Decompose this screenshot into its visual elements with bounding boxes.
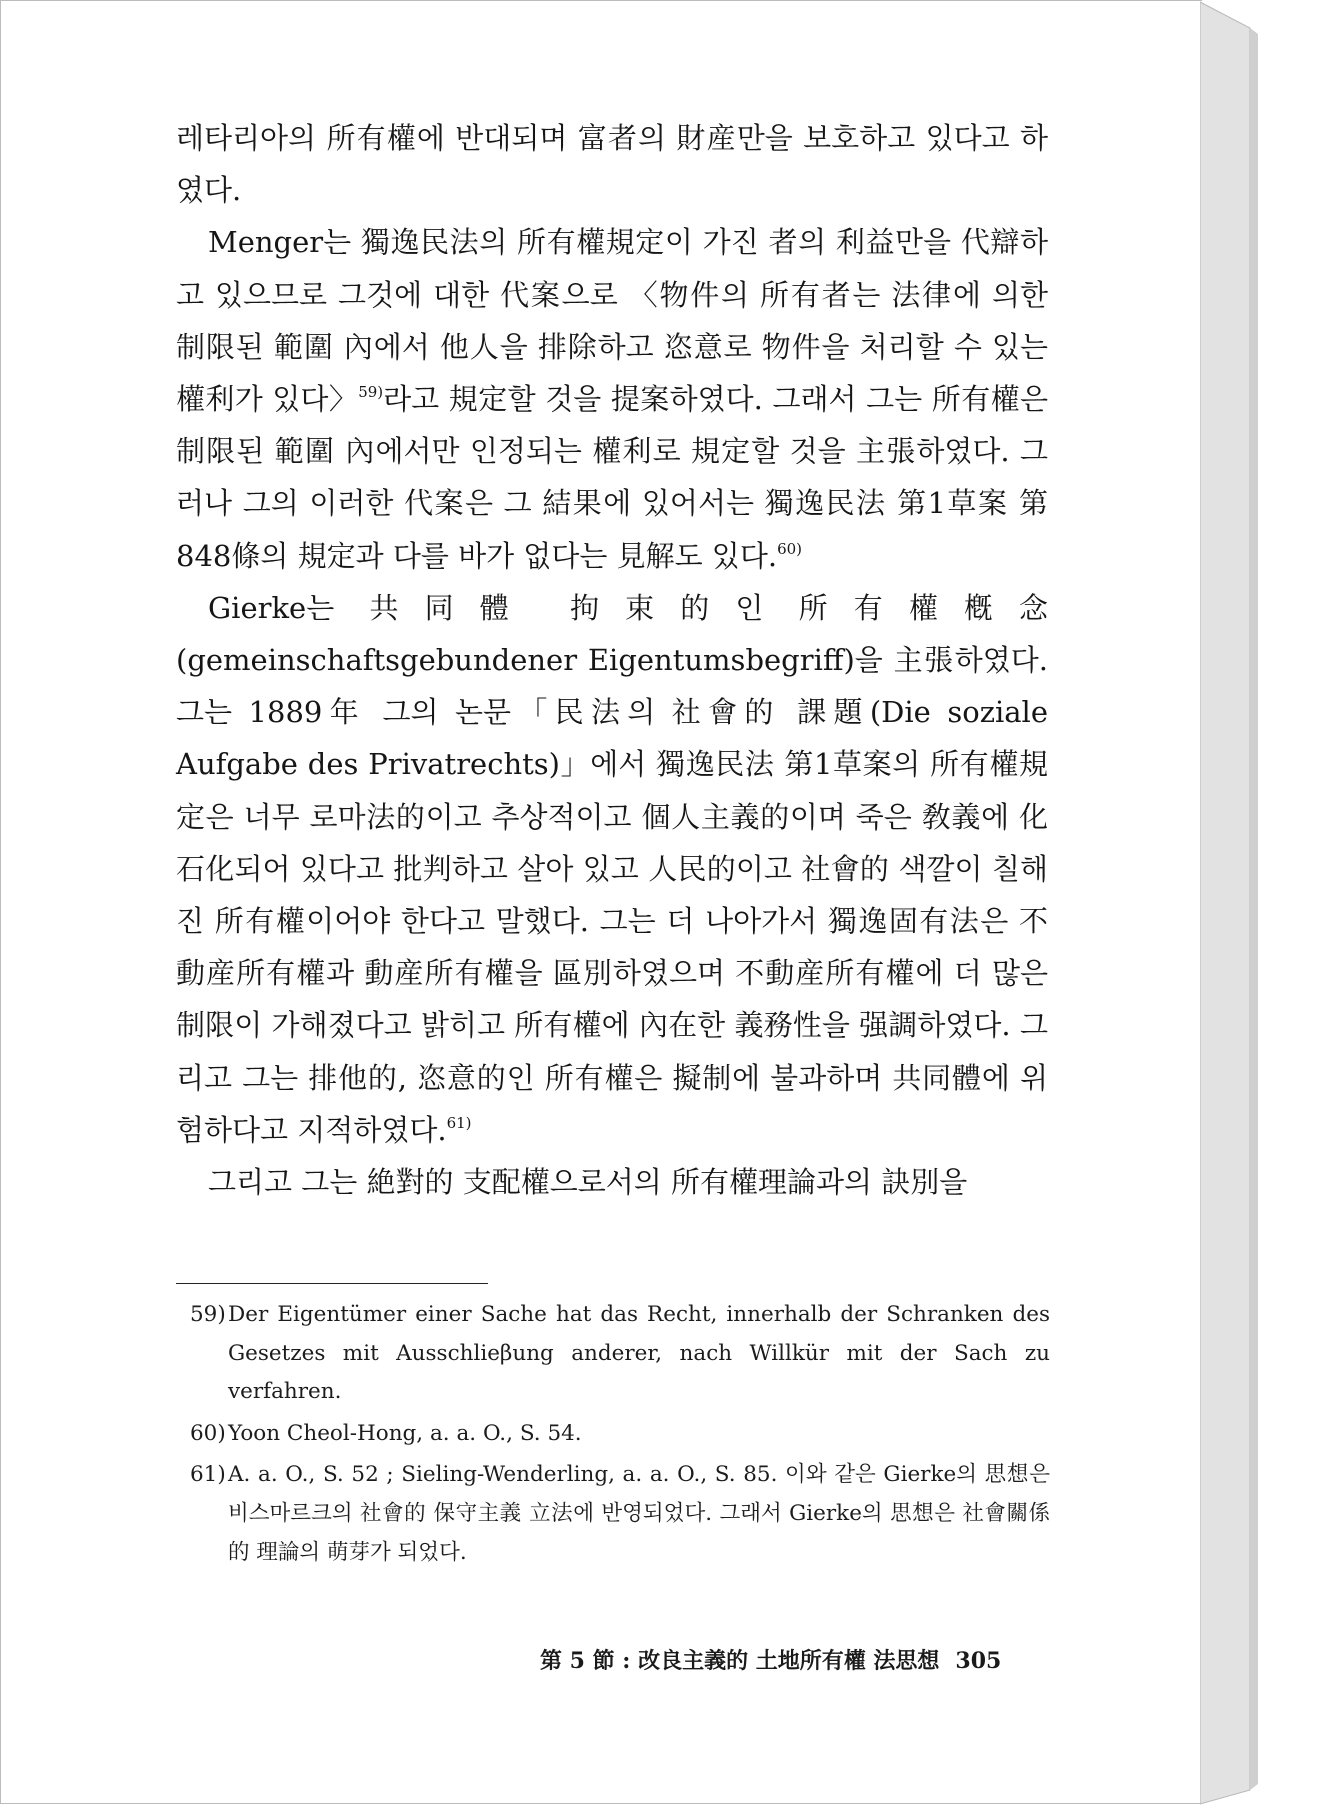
paragraph-menger — [176, 216, 1048, 581]
running-footer — [540, 1644, 1060, 1675]
footnote-text: Der Eigentümer einer Sache hat das Recht, innerhalb der Schranken des Gesetzes mit Ausschlieβung anderer, nach Willkür mit der Sach zu verfahren. — [228, 1302, 1050, 1405]
footnote-ref-61[interactable]: 61) — [446, 1113, 472, 1132]
paragraph-text: Menger는 獨逸民法의 所有權規定이 가진 者의 利益만을 代辯하고 있으므로 그것에 대한 代案으로 〈物件의 所有者는 法律에 의한 制限된 範圍 內에서 他人을 排除하고 恣意로 物件을 처리할 수 있는 權利가 있다〉 — [176, 225, 1048, 417]
footnote-text: Yoon Cheol-Hong, a. a. O., S. 54. — [228, 1420, 582, 1446]
paragraph-text: 라고 規定할 것을 提案하였다. 그래서 그는 所有權은 制限된 範圍 內에서만 인정되는 權利로 規定할 것을 主張하였다. 그러나 그의 이러한 代案은 그 結果에 있어서는 獨逸民法 第1草案 第848條의 規定과 다를 바가 없다는 見解도 있다. — [176, 382, 1048, 573]
footnote-text: A. a. O., S. 52 ; Sieling-Wenderling, a. a. O., S. 85. 이와 같은 Gierke의 思想은 비스마르크의 社會的 保守主義 立法에 반영되었다. 그래서 Gierke의 思想은 社會關係的 理論의 萌芽가 되었다. — [228, 1462, 1050, 1565]
book-spine-edge — [1200, 0, 1322, 1806]
footnote-ref-60[interactable]: 60) — [777, 539, 803, 558]
footnote-60 — [190, 1415, 1050, 1454]
page-number: 305 — [955, 1648, 1002, 1674]
footnote-divider — [176, 1283, 488, 1284]
paragraph: 레타리아의 所有權에 반대되며 富者의 財産만을 보호하고 있다고 하였다. — [176, 121, 1048, 208]
paragraph-text: Gierke는 共同體 拘束的인 所有權槪念(gemeinschaftsgebundener Eigentumsbegriff)을 主張하였다. 그는 1889年 그의 논문「民法의 社會的 課題(Die soziale Aufgabe des Privatrechts)」에서 獨逸民法 第1草案의 所有權規定은 너무 로마法的이고 추상적이고 個人主義的이며 죽은 敎義에 化石化되어 있다고 批判하고 살아 있고 人民的이고 社會的 색깔이 칠해진 所有權이어야 한다고 말했다. 그는 더 나아가서 獨逸固有法은 不動産所有權과 動産所有權을 區別하였으며 不動産所有權에 더 많은 制限이 가해졌다고 밝히고 所有權에 內在한 義務性을 强調하였다. 그리고 그는 排他的, 恣意的인 所有權은 擬制에 불과하며 共同體에 위험하다고 지적하였다. — [176, 590, 1048, 1147]
footnotes — [190, 1296, 1050, 1572]
footnote-ref-59[interactable]: 59) — [358, 383, 384, 402]
running-head: 第 5 節 : 改良主義的 土地所有權 法思想 — [540, 1648, 940, 1674]
footnote-61 — [190, 1456, 1050, 1572]
footnote-number: 60) — [190, 1420, 226, 1446]
footnote-59 — [190, 1296, 1050, 1412]
body-text — [176, 112, 1048, 1208]
footnote-number: 59) — [190, 1302, 226, 1327]
paragraph-gierke — [176, 582, 1048, 1156]
paragraph: 그리고 그는 絶對的 支配權으로서의 所有權理論과의 訣別을 — [208, 1165, 968, 1200]
footnote-number: 61) — [190, 1462, 226, 1488]
